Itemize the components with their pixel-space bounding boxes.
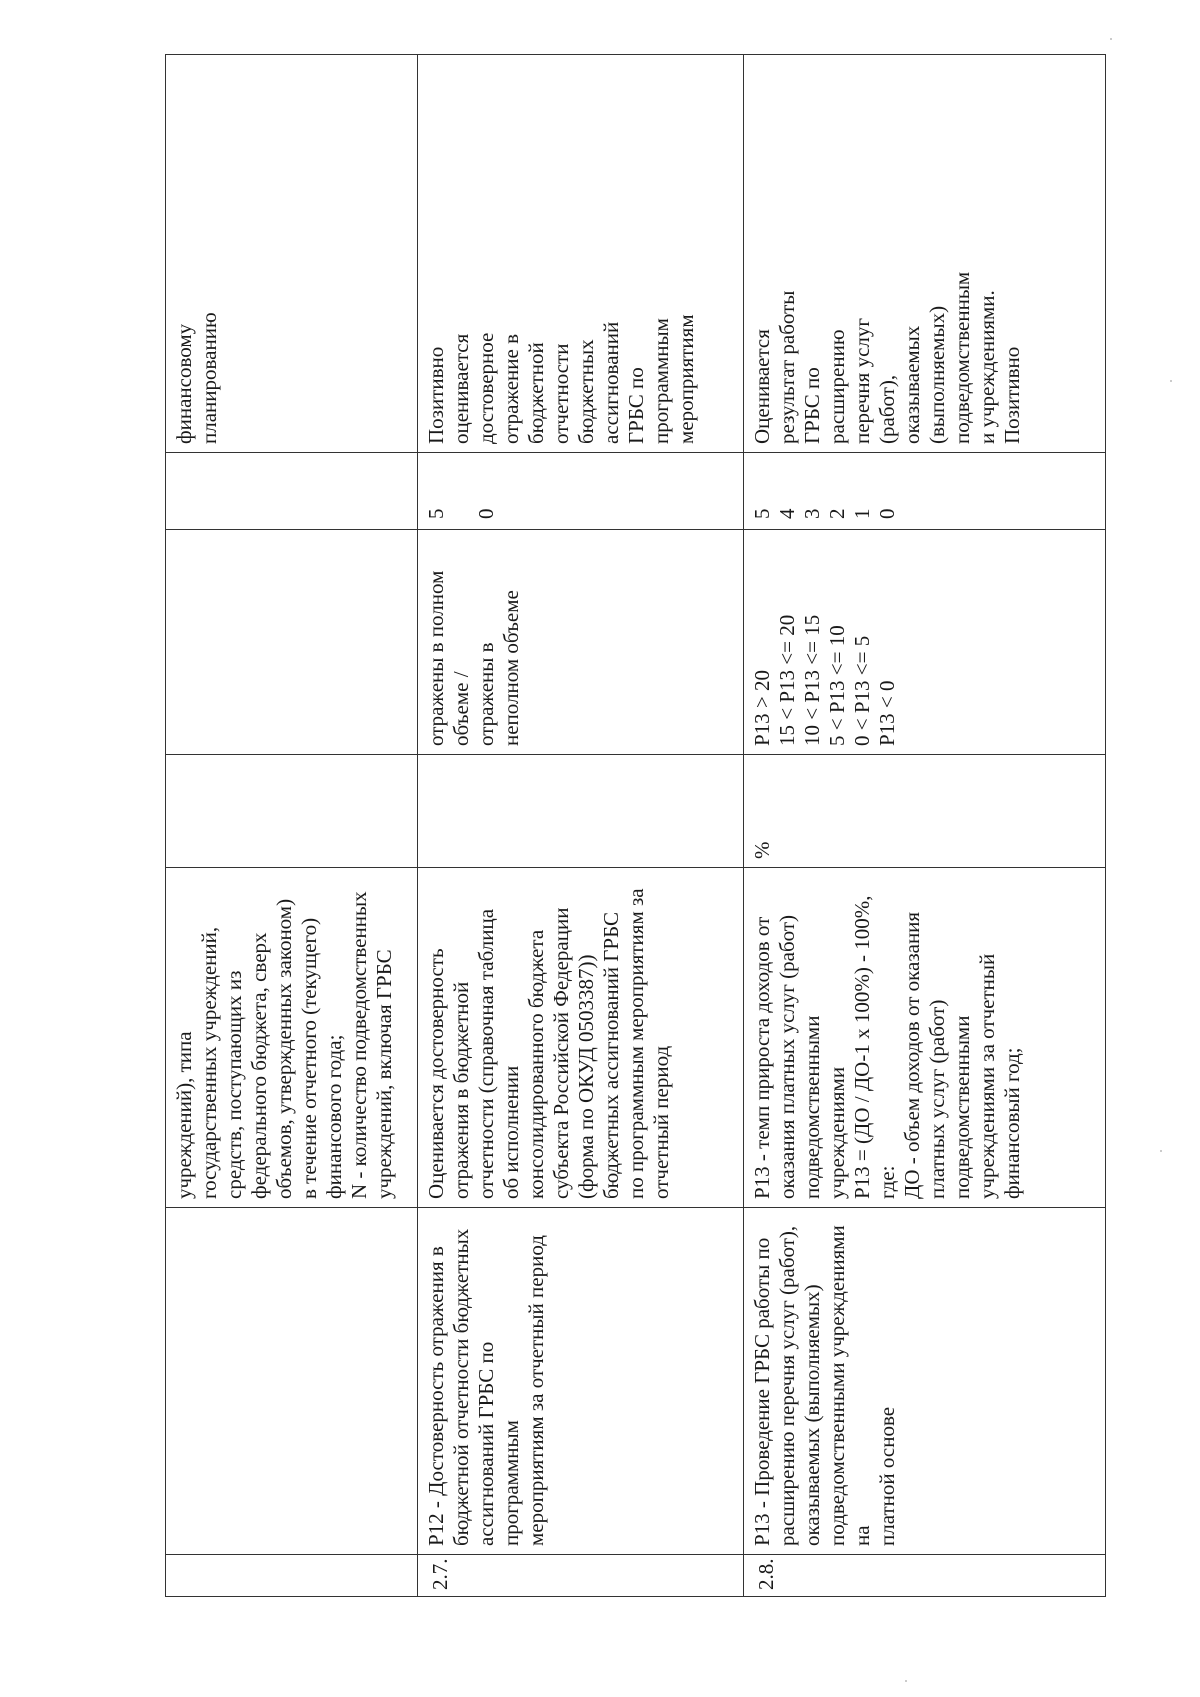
row-number [166, 1555, 418, 1597]
score: 5 4 3 2 1 0 [744, 453, 1106, 530]
comment: финансовому планированию [166, 55, 418, 453]
table-row [744, 55, 1106, 1597]
scan-speck [1170, 380, 1172, 382]
indicator-name: P13 - Проведение ГРБС работы по расширению перечня услуг (работ), оказываемых (выполняемых) подведомственными учреждениями на платной основе [744, 1208, 1106, 1555]
scan-speck [1160, 1150, 1162, 1152]
comment: Оценивается результат работы ГРБС по расширению перечня услуг (работ), оказываемых (выполняемых) подведомственным и учреждениями. Позитивно [744, 55, 1106, 453]
indicator-name: P12 - Достоверность отражения в бюджетной отчетности бюджетных ассигнований ГРБС по программным мероприятиям за отчетный период [418, 1208, 744, 1555]
score: 5 0 [418, 453, 744, 530]
indicator-formula: Оценивается достоверность отражения в бюджетной отчетности (справочная таблица об исполнении консолидированного бюджета субъекта Российской Федерации (форма по ОКУД 0503387)) бюджетных ассигнований ГРБС по программным мероприятиям за отчетный период [418, 868, 744, 1208]
indicator-name [166, 1208, 418, 1555]
indicator-formula: P13 - темп прироста доходов от оказания платных услуг (работ) подведомственными учреждениями P13 = (ДО / ДО-1 x 100%) - 100%, где: ДО - объем доходов от оказания платных услуг (работ) подведомственными учреждениями за отчетный финансовый год; [744, 868, 1106, 1208]
unit: % [744, 755, 1106, 868]
condition: P13 > 20 15 < P13 <= 20 10 < P13 <= 15 5 < P13 <= 10 0 < P13 <= 5 P13 < 0 [744, 530, 1106, 755]
scan-speck [1110, 38, 1112, 40]
criteria-table [165, 54, 1106, 1597]
scan-speck [905, 1680, 907, 1682]
indicator-formula: учреждений), типа государственных учреждений, средств, поступающих из федерального бюджета, сверх объемов, утвержденных законом) в течение отчетного (текущего) финансового года; N - количество подведомственных учреждений, включая ГРБС [166, 868, 418, 1208]
comment: Позитивно оценивается достоверное отражение в бюджетной отчетности бюджетных ассигнований ГРБС по программным мероприятиям [418, 55, 744, 453]
unit [166, 755, 418, 868]
unit [418, 755, 744, 868]
rotated-table-container [165, 55, 1105, 1597]
score [166, 453, 418, 530]
row-number: 2.8. [744, 1555, 1106, 1597]
table-row [166, 55, 418, 1597]
condition [166, 530, 418, 755]
table-row [418, 55, 744, 1597]
condition: отражены в полном объеме / отражены в неполном объеме [418, 530, 744, 755]
row-number: 2.7. [418, 1555, 744, 1597]
